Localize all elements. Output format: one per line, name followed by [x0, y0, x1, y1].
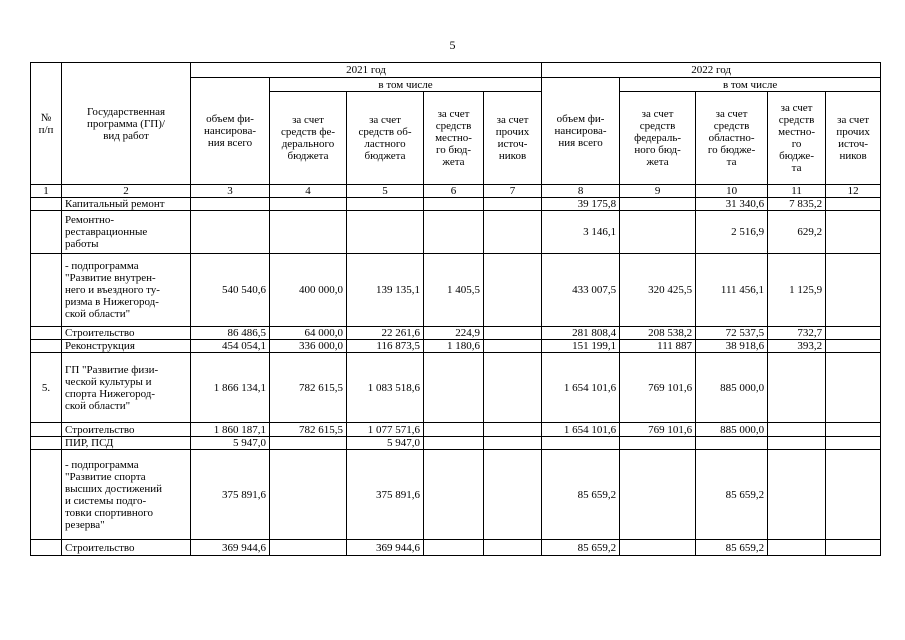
local-2022-cell — [768, 437, 826, 450]
local-2021-cell — [424, 423, 484, 437]
total-2021-cell — [191, 198, 270, 211]
column-number: 11 — [768, 185, 826, 198]
program-name-cell: Строительство — [62, 540, 191, 556]
page-number: 5 — [449, 38, 456, 52]
regional-2021-cell: 5 947,0 — [347, 437, 424, 450]
other-2021-cell — [484, 340, 542, 353]
header-total-2022: объем фи- нансирова- ния всего — [542, 78, 620, 185]
total-2021-cell — [191, 211, 270, 254]
table-row — [31, 254, 881, 327]
other-2021-cell — [484, 437, 542, 450]
other-2021-cell — [484, 450, 542, 540]
program-name-cell: ПИР, ПСД — [62, 437, 191, 450]
local-2022-cell: 629,2 — [768, 211, 826, 254]
total-2022-cell: 39 175,8 — [542, 198, 620, 211]
table-row — [31, 437, 881, 450]
federal-2022-cell — [620, 437, 696, 450]
regional-2022-cell: 38 918,6 — [696, 340, 768, 353]
total-2021-cell: 1 866 134,1 — [191, 353, 270, 423]
header-federal-2022: за счет средств федераль- ного бюд- жета — [620, 92, 696, 185]
row-number-cell — [31, 437, 62, 450]
header-federal-2021: за счет средств фе- дерального бюджета — [270, 92, 347, 185]
federal-2022-cell — [620, 450, 696, 540]
column-number: 5 — [347, 185, 424, 198]
local-2021-cell — [424, 198, 484, 211]
local-2021-cell — [424, 353, 484, 423]
header-program: Государственная программа (ГП)/ вид работ — [62, 63, 191, 185]
other-2022-cell — [826, 450, 881, 540]
row-number-cell — [31, 254, 62, 327]
program-name-cell: Капитальный ремонт — [62, 198, 191, 211]
row-number-cell: 5. — [31, 353, 62, 423]
total-2022-cell: 85 659,2 — [542, 450, 620, 540]
table-row — [31, 353, 881, 423]
regional-2022-cell: 885 000,0 — [696, 353, 768, 423]
total-2021-cell: 375 891,6 — [191, 450, 270, 540]
federal-2021-cell — [270, 437, 347, 450]
regional-2021-cell: 139 135,1 — [347, 254, 424, 327]
header-including-2021: в том числе — [270, 78, 542, 92]
other-2021-cell — [484, 198, 542, 211]
column-number: 6 — [424, 185, 484, 198]
federal-2021-cell: 64 000,0 — [270, 327, 347, 340]
column-number: 12 — [826, 185, 881, 198]
row-number-cell — [31, 540, 62, 556]
local-2022-cell: 7 835,2 — [768, 198, 826, 211]
regional-2021-cell — [347, 198, 424, 211]
program-name-cell: ГП "Развитие физи- ческой культуры и спорта Нижегород- ской области" — [62, 353, 191, 423]
row-number-cell — [31, 198, 62, 211]
local-2022-cell — [768, 353, 826, 423]
federal-2022-cell — [620, 211, 696, 254]
federal-2021-cell: 782 615,5 — [270, 423, 347, 437]
regional-2021-cell: 1 083 518,6 — [347, 353, 424, 423]
other-2021-cell — [484, 211, 542, 254]
other-2022-cell — [826, 198, 881, 211]
header-local-2021: за счет средств местно- го бюд- жета — [424, 92, 484, 185]
federal-2021-cell — [270, 450, 347, 540]
federal-2022-cell — [620, 198, 696, 211]
table-row — [31, 340, 881, 353]
table-row — [31, 540, 881, 556]
header-regional-2022: за счет средств областно- го бюдже- та — [696, 92, 768, 185]
federal-2021-cell — [270, 198, 347, 211]
other-2022-cell — [826, 437, 881, 450]
other-2022-cell — [826, 540, 881, 556]
total-2022-cell: 1 654 101,6 — [542, 353, 620, 423]
local-2022-cell: 732,7 — [768, 327, 826, 340]
total-2021-cell: 5 947,0 — [191, 437, 270, 450]
column-number: 10 — [696, 185, 768, 198]
other-2021-cell — [484, 423, 542, 437]
total-2022-cell: 85 659,2 — [542, 540, 620, 556]
row-number-cell — [31, 327, 62, 340]
header-total-2021: объем фи- нансирова- ния всего — [191, 78, 270, 185]
other-2022-cell — [826, 423, 881, 437]
other-2021-cell — [484, 540, 542, 556]
regional-2021-cell: 22 261,6 — [347, 327, 424, 340]
other-2021-cell — [484, 327, 542, 340]
column-number: 7 — [484, 185, 542, 198]
total-2022-cell: 281 808,4 — [542, 327, 620, 340]
federal-2021-cell: 782 615,5 — [270, 353, 347, 423]
table-row — [31, 450, 881, 540]
program-name-cell: Строительство — [62, 327, 191, 340]
regional-2021-cell: 375 891,6 — [347, 450, 424, 540]
header-year-2021: 2021 год — [191, 63, 542, 78]
local-2021-cell — [424, 211, 484, 254]
regional-2022-cell: 2 516,9 — [696, 211, 768, 254]
other-2022-cell — [826, 353, 881, 423]
table-row — [31, 211, 881, 254]
row-number-cell — [31, 450, 62, 540]
local-2021-cell — [424, 540, 484, 556]
column-number: 9 — [620, 185, 696, 198]
program-name-cell: Ремонтно- реставрационные работы — [62, 211, 191, 254]
total-2022-cell: 3 146,1 — [542, 211, 620, 254]
federal-2022-cell — [620, 540, 696, 556]
regional-2022-cell: 885 000,0 — [696, 423, 768, 437]
column-number: 2 — [62, 185, 191, 198]
program-name-cell: Реконструкция — [62, 340, 191, 353]
local-2021-cell — [424, 437, 484, 450]
total-2022-cell — [542, 437, 620, 450]
total-2021-cell: 454 054,1 — [191, 340, 270, 353]
program-name-cell: - подпрограмма "Развитие спорта высших достижений и системы подго- товки спортивного резерва" — [62, 450, 191, 540]
federal-2022-cell: 769 101,6 — [620, 353, 696, 423]
regional-2021-cell: 1 077 571,6 — [347, 423, 424, 437]
local-2022-cell — [768, 450, 826, 540]
other-2022-cell — [826, 211, 881, 254]
header-row-number: № п/п — [31, 63, 62, 185]
federal-2022-cell: 111 887 — [620, 340, 696, 353]
regional-2022-cell: 85 659,2 — [696, 540, 768, 556]
total-2021-cell: 1 860 187,1 — [191, 423, 270, 437]
table-row — [31, 327, 881, 340]
local-2022-cell — [768, 423, 826, 437]
row-number-cell — [31, 423, 62, 437]
regional-2021-cell: 369 944,6 — [347, 540, 424, 556]
other-2022-cell — [826, 327, 881, 340]
header-year-2022: 2022 год — [542, 63, 881, 78]
federal-2021-cell: 336 000,0 — [270, 340, 347, 353]
row-number-cell — [31, 340, 62, 353]
federal-2022-cell: 208 538,2 — [620, 327, 696, 340]
federal-2021-cell: 400 000,0 — [270, 254, 347, 327]
other-2021-cell — [484, 254, 542, 327]
other-2022-cell — [826, 340, 881, 353]
regional-2022-cell: 72 537,5 — [696, 327, 768, 340]
federal-2022-cell: 769 101,6 — [620, 423, 696, 437]
local-2022-cell: 393,2 — [768, 340, 826, 353]
local-2021-cell — [424, 450, 484, 540]
header-regional-2021: за счет средств об- ластного бюджета — [347, 92, 424, 185]
table-row — [31, 198, 881, 211]
local-2021-cell: 1 405,5 — [424, 254, 484, 327]
program-name-cell: - подпрограмма "Развитие внутрен- него и въездного ту- ризма в Нижегород- ской области" — [62, 254, 191, 327]
regional-2021-cell — [347, 211, 424, 254]
program-name-cell: Строительство — [62, 423, 191, 437]
header-local-2022: за счет средств местно- го бюдже- та — [768, 92, 826, 185]
total-2022-cell: 433 007,5 — [542, 254, 620, 327]
regional-2022-cell: 85 659,2 — [696, 450, 768, 540]
column-number: 3 — [191, 185, 270, 198]
federal-2022-cell: 320 425,5 — [620, 254, 696, 327]
local-2021-cell: 224,9 — [424, 327, 484, 340]
financing-table — [30, 62, 881, 556]
other-2022-cell — [826, 254, 881, 327]
other-2021-cell — [484, 353, 542, 423]
local-2021-cell: 1 180,6 — [424, 340, 484, 353]
total-2021-cell: 540 540,6 — [191, 254, 270, 327]
federal-2021-cell — [270, 540, 347, 556]
column-number: 4 — [270, 185, 347, 198]
total-2021-cell: 369 944,6 — [191, 540, 270, 556]
row-number-cell — [31, 211, 62, 254]
column-number: 1 — [31, 185, 62, 198]
header-including-2022: в том числе — [620, 78, 881, 92]
regional-2022-cell: 111 456,1 — [696, 254, 768, 327]
header-other-2021: за счет прочих источ- ников — [484, 92, 542, 185]
regional-2022-cell — [696, 437, 768, 450]
total-2022-cell: 1 654 101,6 — [542, 423, 620, 437]
local-2022-cell: 1 125,9 — [768, 254, 826, 327]
federal-2021-cell — [270, 211, 347, 254]
column-number-row — [31, 185, 881, 198]
header-other-2022: за счет прочих источ- ников — [826, 92, 881, 185]
column-number: 8 — [542, 185, 620, 198]
total-2022-cell: 151 199,1 — [542, 340, 620, 353]
regional-2021-cell: 116 873,5 — [347, 340, 424, 353]
regional-2022-cell: 31 340,6 — [696, 198, 768, 211]
total-2021-cell: 86 486,5 — [191, 327, 270, 340]
local-2022-cell — [768, 540, 826, 556]
table-row — [31, 423, 881, 437]
